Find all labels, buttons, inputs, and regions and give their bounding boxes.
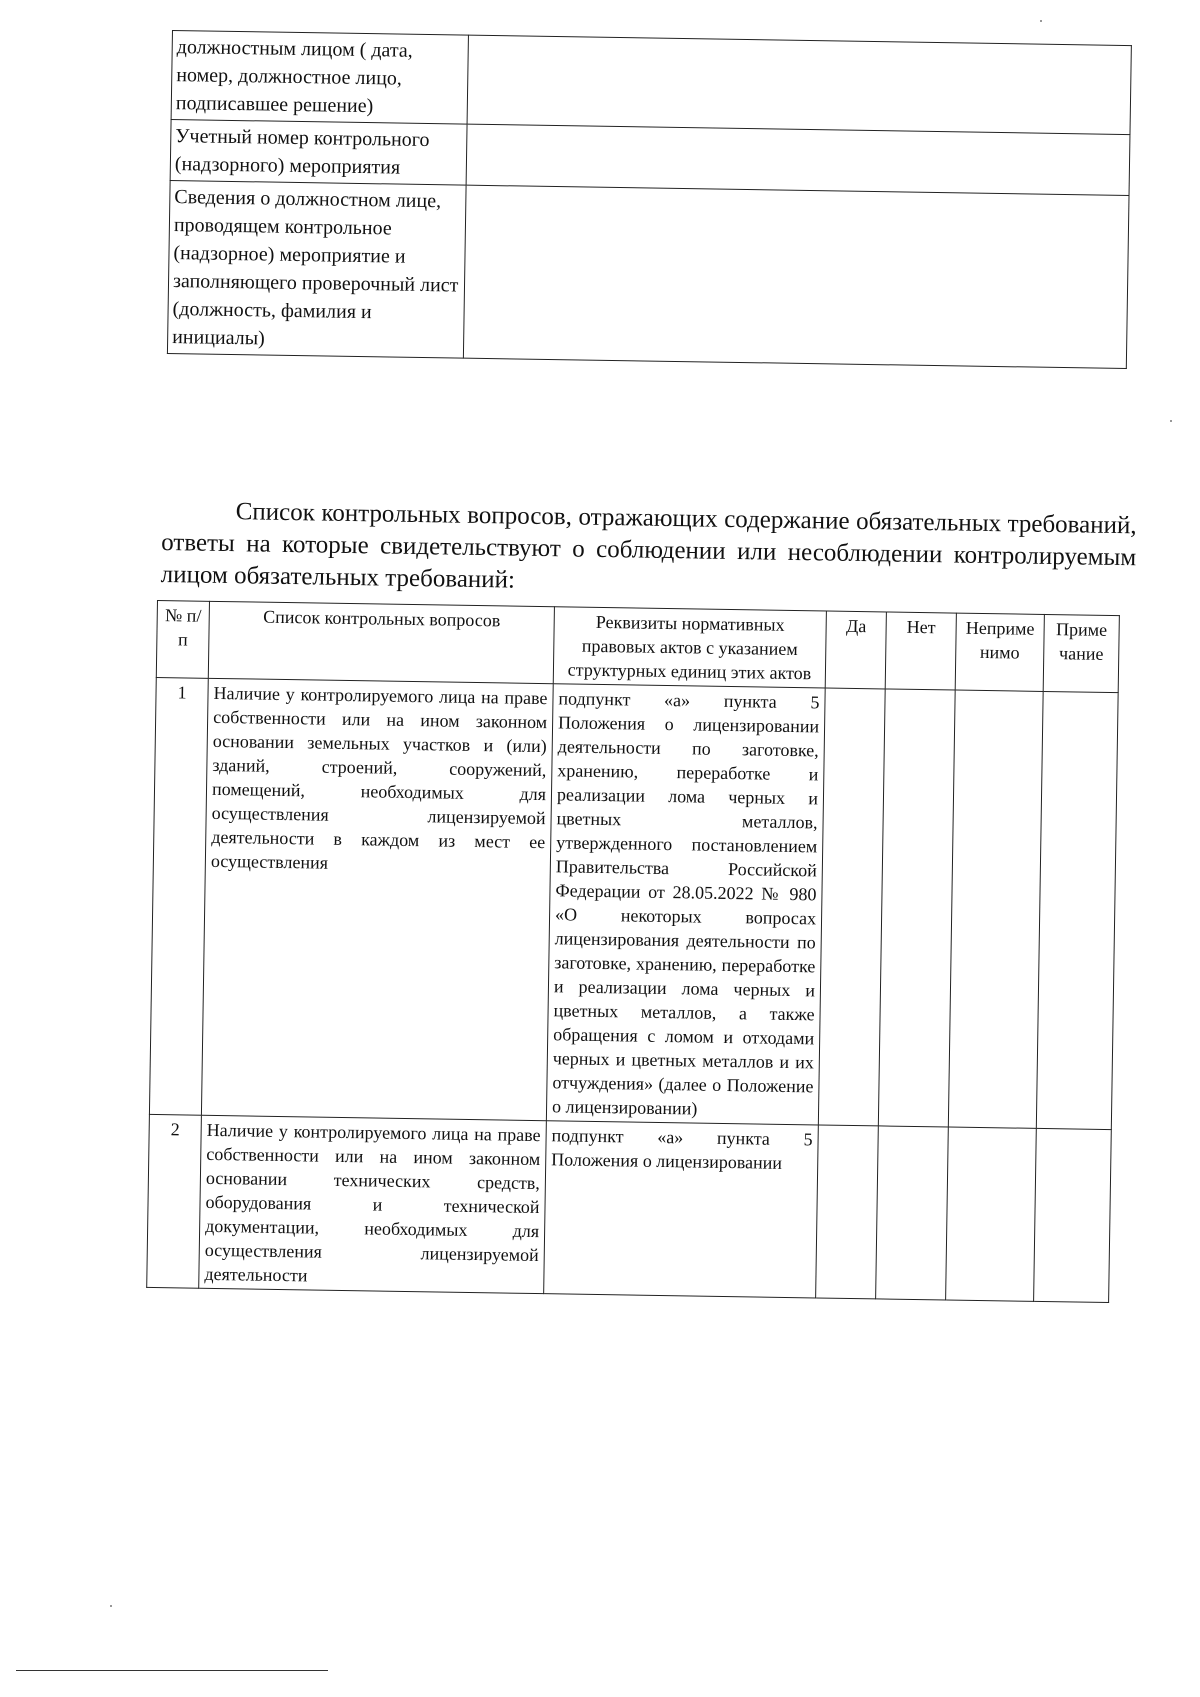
info-label-registration-number: Учетный номер контрольного (надзорного) мероприятия [170, 119, 467, 185]
row-answer-no[interactable] [876, 1126, 949, 1300]
row-note[interactable] [1034, 1128, 1112, 1302]
header-number: № п/п [156, 601, 209, 679]
inspection-info-table [167, 30, 1132, 369]
header-note: Приме чание [1043, 614, 1119, 692]
info-label-inspector: Сведения о должностном лице, проводящем контрольное (надзорное) мероприятие и заполняющего проверочный лист (должность, фамилия и инициалы) [167, 180, 465, 358]
row-answer-no[interactable] [878, 689, 955, 1127]
row-question: Наличие у контролируемого лица на праве собственности или на ином законном основании земельных участков и (или) зданий, строений, сооружений, помещений, необходимых для осуществления лицензируемой деятельности в каждом из мест ее осуществления [201, 678, 553, 1120]
row-answer-yes[interactable] [818, 688, 885, 1126]
row-requisites: подпункт «а» пункта 5 Положения о лицензировании [544, 1121, 819, 1298]
row-answer-yes[interactable] [816, 1125, 879, 1299]
scan-speck [1040, 20, 1042, 22]
header-yes: Да [825, 611, 886, 689]
header-requisites: Реквизиты нормативных правовых актов с указанием структурных единиц этих актов [553, 607, 826, 688]
table-row [147, 1114, 1112, 1302]
checklist-heading: Список контрольных вопросов, отражающих содержание обязательных требований, ответы на которые свидетельствуют о соблюдении или несоблюдении контролируемым лицом обязательных требований: [160, 498, 1137, 594]
info-row-inspector [167, 180, 1129, 368]
info-value-registration-number [466, 124, 1130, 195]
row-answer-not-applicable[interactable] [946, 1127, 1037, 1301]
info-row-decision [171, 31, 1131, 135]
header-not-applicable: Неприме нимо [955, 613, 1044, 691]
info-value-decision [467, 35, 1132, 134]
row-requisites: подпункт «а» пункта 5 Положения о лицензировании деятельности по заготовке, хранению, переработке и реализации лома черных и цветных металлов, утвержденного постановлением Правительства Российской Федерации от 28.05.2022 № 980 «О некоторых вопросах лицензирования деятельности по заготовке, хранению, переработке и реализации лома черных и цветных металлов, а также обращения с ломом и отходами черных и цветных металлов и их отчуждения» (далее о Положение о лицензировании) [546, 684, 825, 1125]
checklist-questions-table [146, 600, 1120, 1303]
info-value-inspector [463, 185, 1129, 368]
row-answer-not-applicable[interactable] [948, 690, 1043, 1128]
scan-speck [1170, 420, 1172, 422]
header-question: Список контрольных вопросов [208, 601, 554, 683]
row-question: Наличие у контролируемого лица на праве собственности или на ином законном основании технических средств, оборудования и технической документации, необходимых для осуществления лицензируемой деятельности [199, 1115, 547, 1293]
scan-speck [110, 1605, 112, 1607]
footnote-separator [16, 1670, 328, 1671]
info-label-decision: должностным лицом ( дата, номер, должностное лицо, подписавшее решение) [171, 31, 468, 125]
table-row [149, 677, 1118, 1129]
row-number: 1 [149, 677, 208, 1115]
header-no: Нет [885, 612, 956, 690]
row-note[interactable] [1036, 691, 1118, 1129]
row-number: 2 [147, 1114, 202, 1288]
